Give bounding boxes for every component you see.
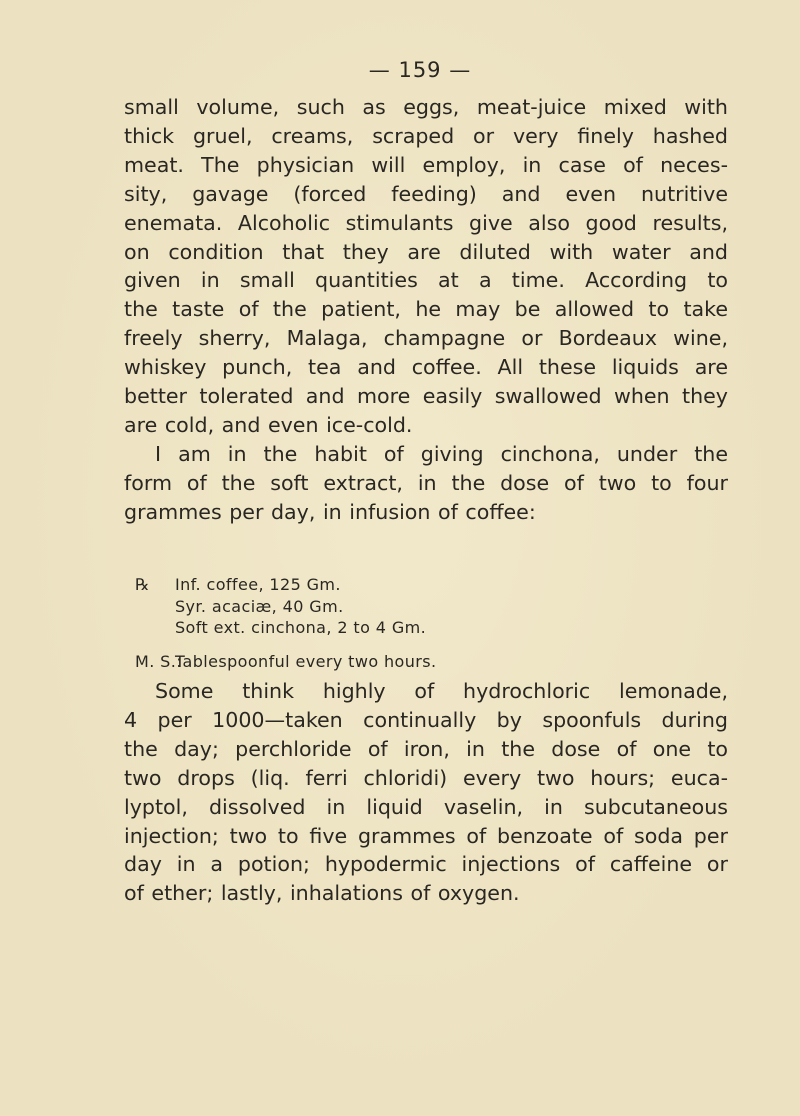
text-line: better tolerated and more easily swallowed when they <box>124 384 728 409</box>
paragraph-diet <box>124 93 728 440</box>
text-line: two drops (liq. ferri chloridi) every two hours; euca- <box>124 765 728 790</box>
text-line: I am in the habit of giving cinchona, under the <box>155 441 728 466</box>
signa-label: M. S.: <box>135 651 183 671</box>
text-line: thick gruel, creams, scraped or very finely hashed <box>124 123 728 148</box>
prescription-item: Inf. coffee, 125 Gm. <box>175 575 341 594</box>
text-line: whiskey punch, tea and coffee. All these liquids are <box>124 355 728 380</box>
page-number: — 159 — <box>368 58 472 82</box>
text-line: 4 per 1000—taken continually by spoonfuls during <box>124 707 728 732</box>
signa-text: Tablespoonful every two hours. <box>175 651 437 671</box>
text-line: given in small quantities at a time. According to <box>124 268 728 293</box>
prescription-item: Syr. acaciæ, 40 Gm. <box>175 596 344 616</box>
text-line: day in a potion; hypodermic injections of caffeine or <box>124 852 728 877</box>
text-line: on condition that they are diluted with water and <box>124 239 728 264</box>
text-line: freely sherry, Malaga, champagne or Bordeaux wine, <box>124 326 728 351</box>
text-line: sity, gavage (forced feeding) and even nutritive <box>124 181 728 206</box>
text-line: enemata. Alcoholic stimulants give also good results, <box>124 210 728 235</box>
paragraph-remedies <box>124 677 728 908</box>
text-line: grammes per day, in infusion of coffee: <box>124 499 536 524</box>
text-line: form of the soft extract, in the dose of two to four <box>124 470 728 495</box>
text-line: the taste of the patient, he may be allowed to take <box>124 297 728 322</box>
prescription-line <box>135 574 436 596</box>
body-text <box>124 93 728 527</box>
text-line: of ether; lastly, inhalations of oxygen. <box>124 881 520 906</box>
text-line: lyptol, dissolved in liquid vaselin, in subcutaneous <box>124 794 728 819</box>
text-line: Some think highly of hydrochloric lemonade, <box>155 679 728 703</box>
prescription-item: Soft ext. cinchona, 2 to 4 Gm. <box>175 618 427 637</box>
prescription-signa <box>135 651 436 673</box>
text-line: meat. The physician will employ, in case of neces- <box>124 152 728 177</box>
text-line: the day; perchloride of iron, in the dose of one to <box>124 736 728 761</box>
body-text <box>124 677 728 908</box>
text-line: small volume, such as eggs, meat-juice mixed with <box>124 95 728 119</box>
prescription <box>135 574 436 672</box>
rx-symbol: ℞ <box>135 575 150 594</box>
text-line: injection; two to five grammes of benzoate of soda per <box>124 823 728 848</box>
paragraph-cinchona <box>124 440 728 527</box>
text-line: are cold, and even ice-cold. <box>124 412 413 437</box>
